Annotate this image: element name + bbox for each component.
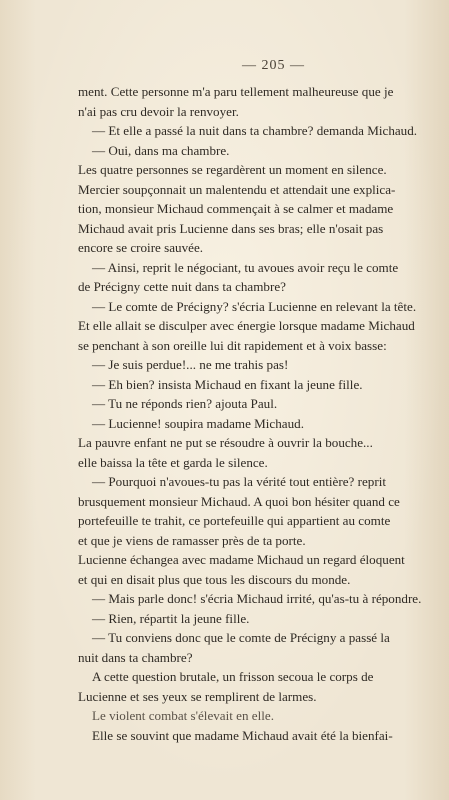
text-line: La pauvre enfant ne put se résoudre à ouvrir la bouche... <box>78 435 373 450</box>
text-line: tion, monsieur Michaud commençait à se calmer et madame <box>78 201 394 216</box>
text-line: elle baissa la tête et garda le silence. <box>78 454 268 470</box>
text-line: et qui en disait plus que tous les discours du monde. <box>78 571 351 587</box>
text-line: Lucienne et ses yeux se remplirent de larmes. <box>78 688 317 704</box>
text-line: ment. Cette personne m'a paru tellement malheureuse que je <box>78 84 394 99</box>
text-line: Et elle allait se disculper avec énergie lorsque madame Michaud <box>78 318 415 333</box>
page-text-body <box>78 82 444 745</box>
text-line: Le violent combat s'élevait en elle. <box>92 708 274 723</box>
text-line: A cette question brutale, un frisson secoua le corps de <box>92 669 374 684</box>
text-line: — Ainsi, reprit le négociant, tu avoues avoir reçu le comte <box>92 259 399 275</box>
text-line: — Je suis perdue!... ne me trahis pas! <box>92 357 289 372</box>
text-line: — Tu conviens donc que le comte de Précigny a passé la <box>92 630 390 645</box>
text-line: et que je viens de ramasser près de ta porte. <box>78 532 306 548</box>
text-line: Elle se souvint que madame Michaud avait été la bienfai- <box>92 727 393 743</box>
text-line: — Tu ne réponds rien? ajouta Paul. <box>92 396 278 411</box>
text-line: — Le comte de Précigny? s'écria Lucienne en relevant la tête. <box>92 298 417 314</box>
text-line: portefeuille te trahit, ce portefeuille qui appartient au comte <box>78 513 391 528</box>
text-line: de Précigny cette nuit dans ta chambre? <box>78 279 286 294</box>
text-line: Lucienne échangea avec madame Michaud un regard éloquent <box>78 552 405 567</box>
text-line: — Eh bien? insista Michaud en fixant la jeune fille. <box>92 376 363 392</box>
text-line: — Et elle a passé la nuit dans ta chambre? demanda Michaud. <box>92 123 418 138</box>
text-line: Les quatre personnes se regardèrent un moment en silence. <box>78 162 387 177</box>
text-line: — Oui, dans ma chambre. <box>92 142 230 158</box>
text-line: se penchant à son oreille lui dit rapidement et à voix basse: <box>78 337 387 353</box>
page-number: — 205 — <box>242 58 305 73</box>
text-line: brusquement monsieur Michaud. A quoi bon hésiter quand ce <box>78 493 400 509</box>
text-line: n'ai pas cru devoir la renvoyer. <box>78 103 239 119</box>
text-line: nuit dans ta chambre? <box>78 649 193 665</box>
text-line: — Mais parle donc! s'écria Michaud irrité, qu'as-tu à répondre. <box>92 591 422 606</box>
text-line: Michaud avait pris Lucienne dans ses bras; elle n'osait pas <box>78 220 384 236</box>
text-line: — Rien, répartit la jeune fille. <box>92 610 250 626</box>
text-line: encore se croire sauvée. <box>78 240 204 255</box>
text-line: — Lucienne! soupira madame Michaud. <box>92 415 304 431</box>
text-line: Mercier soupçonnait un malentendu et attendait une explica- <box>78 181 396 197</box>
text-line: — Pourquoi n'avoues-tu pas la vérité tout entière? reprit <box>92 474 386 489</box>
